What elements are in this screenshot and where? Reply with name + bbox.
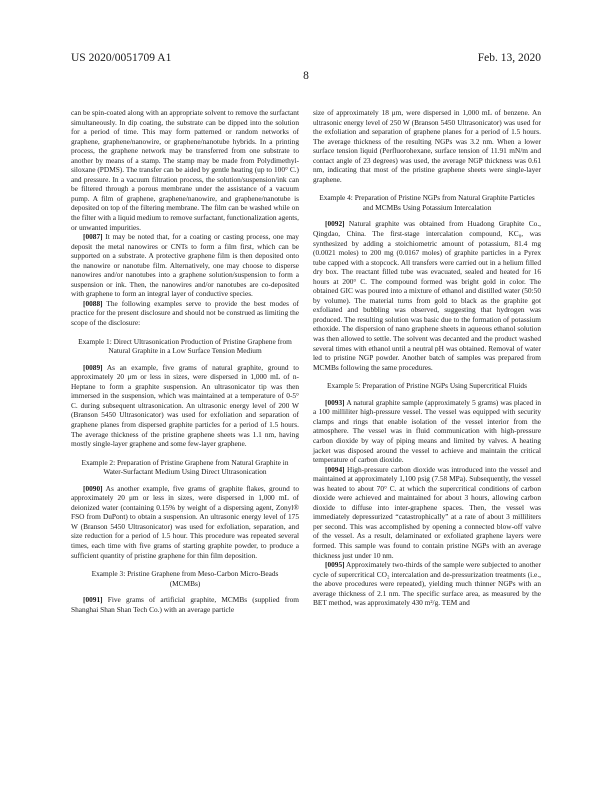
paragraph-number: [0089] — [83, 362, 103, 372]
paragraph-text: Approximately two-thirds of the sample were subjected to another cycle of supercritical CO₂ intercalation and de-pressurization treatments (i.e., the above procedures were repeated), yielding much thinner NGPs with an average thickness of 2.1 nm. The specific surface area, as measured by the BET method, was approximately 430 m²/g. TEM and — [313, 560, 541, 608]
publication-date: Feb. 13, 2020 — [477, 52, 541, 64]
paragraph-0091 — [71, 595, 299, 614]
paragraph-0092 — [313, 219, 541, 372]
paragraph-number: [0093] — [325, 397, 345, 407]
example-2-title: Example 2: Preparation of Pristine Graphene from Natural Graphite in Water-Surfactant Medium Using Direct Ultrasonication — [81, 457, 289, 477]
paragraph-text: A natural graphite sample (approximately 5 grams) was placed in a 100 milliliter high-pressure vessel. The vessel was equipped with security clamps and rings that enable isolation of the vessel interior from the atmosphere. The vessel was in fluid communication with high-pressure carbon dioxide by way of piping means and limited by valves. A heating jacket was disposed around the vessel to achieve and maintain the critical temperature of carbon dioxide. — [313, 397, 541, 465]
paragraph-0089 — [71, 363, 299, 449]
right-column — [313, 108, 541, 608]
paragraph-0087 — [71, 232, 299, 299]
paragraph-text: As another example, five grams of graphite flakes, ground to approximately 20 μm or less in sizes, were dispersed in 1,000 mL of deionized water (containing 0.15% by weight of a dispersing agent, Zonyl® FSO from DuPont) to obtain a suspension. An ultrasonic energy level of 175 W (Branson 5450 Ultrasonicator) was used for exfoliation, separation, and size reduction for a period of 1.5 hour. This procedure was repeated several times, each time with five grams of starting graphite powder, to produce a sufficient quantity of pristine graphene for thin film deposition. — [71, 483, 299, 560]
paragraph-number: [0091] — [83, 595, 103, 605]
paragraph-continued: size of approximately 18 μm, were dispersed in 1,000 mL of benzene. An ultrasonic energy level of 250 W (Branson 5450 Ultrasonicator) was used for the exfoliation and separation of graphene planes for a period of 1.5 hours. The average thickness of the resulting NGPs was 3.2 nm. When a lower surface tension liquid (Perfluorohexane, surface tension of 11.91 mN/m and contact angle of 23 degrees) was used, the average NGP thickness was 0.61 nm, indicating that most of the pristine graphene sheets were single-layer graphene. — [313, 108, 541, 184]
paragraph-number: [0094] — [325, 464, 345, 474]
page-number: 8 — [303, 70, 309, 82]
paragraph-0090 — [71, 484, 299, 560]
paragraph-text: Five grams of artificial graphite, MCMBs (supplied from Shanghai Shan Shan Tech Co.) with an average particle — [71, 595, 299, 614]
paragraph-continued: can be spin-coated along with an appropriate solvent to remove the surfactant simultaneously. In dip coating, the substrate can be dipped into the solution for a period of time. This may form patterned or random networks of graphene, graphene/nanowire, or graphene/nanotube hybrids. In a printing process, the graphene network may be transferred from one substrate to another by means of a stamp. The stamp may be made from Polydimethyl-siloxane (PDMS). The transfer can be aided by gentle heating (up to 100° C.) and pressure. In a vacuum filtration process, the solution/suspension/ink can be filtered through a porous membrane under the assistance of a vacuum pump. A film of graphene, graphene/nanowire, and graphene/nanotube is deposited on top of the filtering membrane. The film can be washed while on the filter with a liquid medium to remove surfactant, functionalization agents, or unwanted impurities. — [71, 108, 299, 232]
paragraph-number: [0090] — [83, 483, 103, 493]
example-5-title: Example 5: Preparation of Pristine NGPs Using Supercritical Fluids — [327, 381, 527, 391]
paragraph-text: It may be noted that, for a coating or casting process, one may deposit the metal nanowires or CNTs to form a film first, which can be supported on a substrate. A protective graphene film is then deposited onto the nanowire or nanotube film. Alternatively, one may choose to disperse nanowires and/or nanotubes into a graphene solution/suspension to form a suspension or ink. Then, the nanowires and/or nanotubes are co-deposited with graphene to form an integral layer of conductive species. — [71, 232, 299, 299]
paragraph-0093 — [313, 398, 541, 465]
paragraph-text: High-pressure carbon dioxide was introduced into the vessel and maintained at approximately 1,100 psig (7.58 MPa). Subsequently, the vessel was heated to about 70° C. at which the supercritical conditions of carbon dioxide were achieved and maintained for about 3 hours, allowing carbon dioxide to diffuse into inter-graphene spaces. Then, the vessel was immediately depressurized “catastrophically” at a rate of about 3 milliliters per second. This was accomplished by opening a connected blow-off valve of the vessel. As a result, delaminated or exfoliated graphene layers were formed. This sample was found to contain pristine NGPs with an average thickness just under 10 nm. — [313, 464, 541, 560]
paragraph-number: [0095] — [325, 560, 345, 570]
paragraph-0088 — [71, 299, 299, 328]
paragraph-text: The following examples serve to provide the best modes of practice for the present disclosure and should not be construed as limiting the scope of the disclosure: — [71, 298, 299, 328]
paragraph-number: [0092] — [325, 219, 345, 229]
paragraph-text: As an example, five grams of natural graphite, ground to approximately 20 μm or less in sizes, were dispersed in 1,000 mL of n-Heptane to form a graphite suspension. An ultrasonicator tip was then immersed in the suspension, which was maintained at a temperature of 0-5° C. during subsequent ultrasonication. An ultrasonic energy level of 200 W (Branson 5450 Ultrasonicator) was used for exfoliation and separation of graphene planes from dispersed graphite particles for a period of 1.5 hours. The average thickness of the pristine graphene sheets was 1.1 nm, having mostly single-layer graphene and some few-layer graphene. — [71, 362, 299, 449]
paragraph-number: [0087] — [83, 232, 103, 242]
paragraph-number: [0088] — [83, 298, 103, 308]
paragraph-0094 — [313, 465, 541, 560]
patent-number: US 2020/0051709 A1 — [71, 52, 172, 64]
example-4-title: Example 4: Preparation of Pristine NGPs from Natural Graphite Particles and MCMBs Using Potassium Intercalation — [319, 193, 535, 212]
example-3-title: Example 3: Pristine Graphene from Meso-Carbon Micro-Beads (MCMBs) — [91, 569, 279, 588]
example-1-title: Example 1: Direct Ultrasonication Production of Pristine Graphene from Natural Graphite in a Low Surface Tension Medium — [78, 336, 292, 356]
paragraph-0095 — [313, 560, 541, 608]
paragraph-text: Natural graphite was obtained from Huadong Graphite Co., Qingdao, China. The first-stage intercalation compound, KC₈, was synthesized by adding a stoichiometric amount of potassium, 81.4 mg (0.0021 moles) to 200 mg (0.0167 moles) of graphite particles in a Pyrex tube capped with a stopcock. All transfers were carried out in a helium filled dry box. The reactant filled tube was evacuated, sealed and heated for 16 hours at 200° C. The compound formed was bright gold in color. The obtained GIC was poured into a mixture of ethanol and distilled water (50:50 by volume). The material turns from gold to black as the graphite got exfoliated and bubbling was observed, suggesting that hydrogen was produced. The resulting solution was basic due to the formation of potassium ethoxide. The dispersion of nano graphene sheets in aqueous ethanol solution was then allowed to settle. The solvent was decanted and the product washed several times with ethanol until a neutral pH was obtained. Removal of water led to pristine NGP powder. Another batch of samples was prepared from MCMBs following the same procedures. — [313, 219, 541, 372]
left-column — [71, 108, 299, 614]
